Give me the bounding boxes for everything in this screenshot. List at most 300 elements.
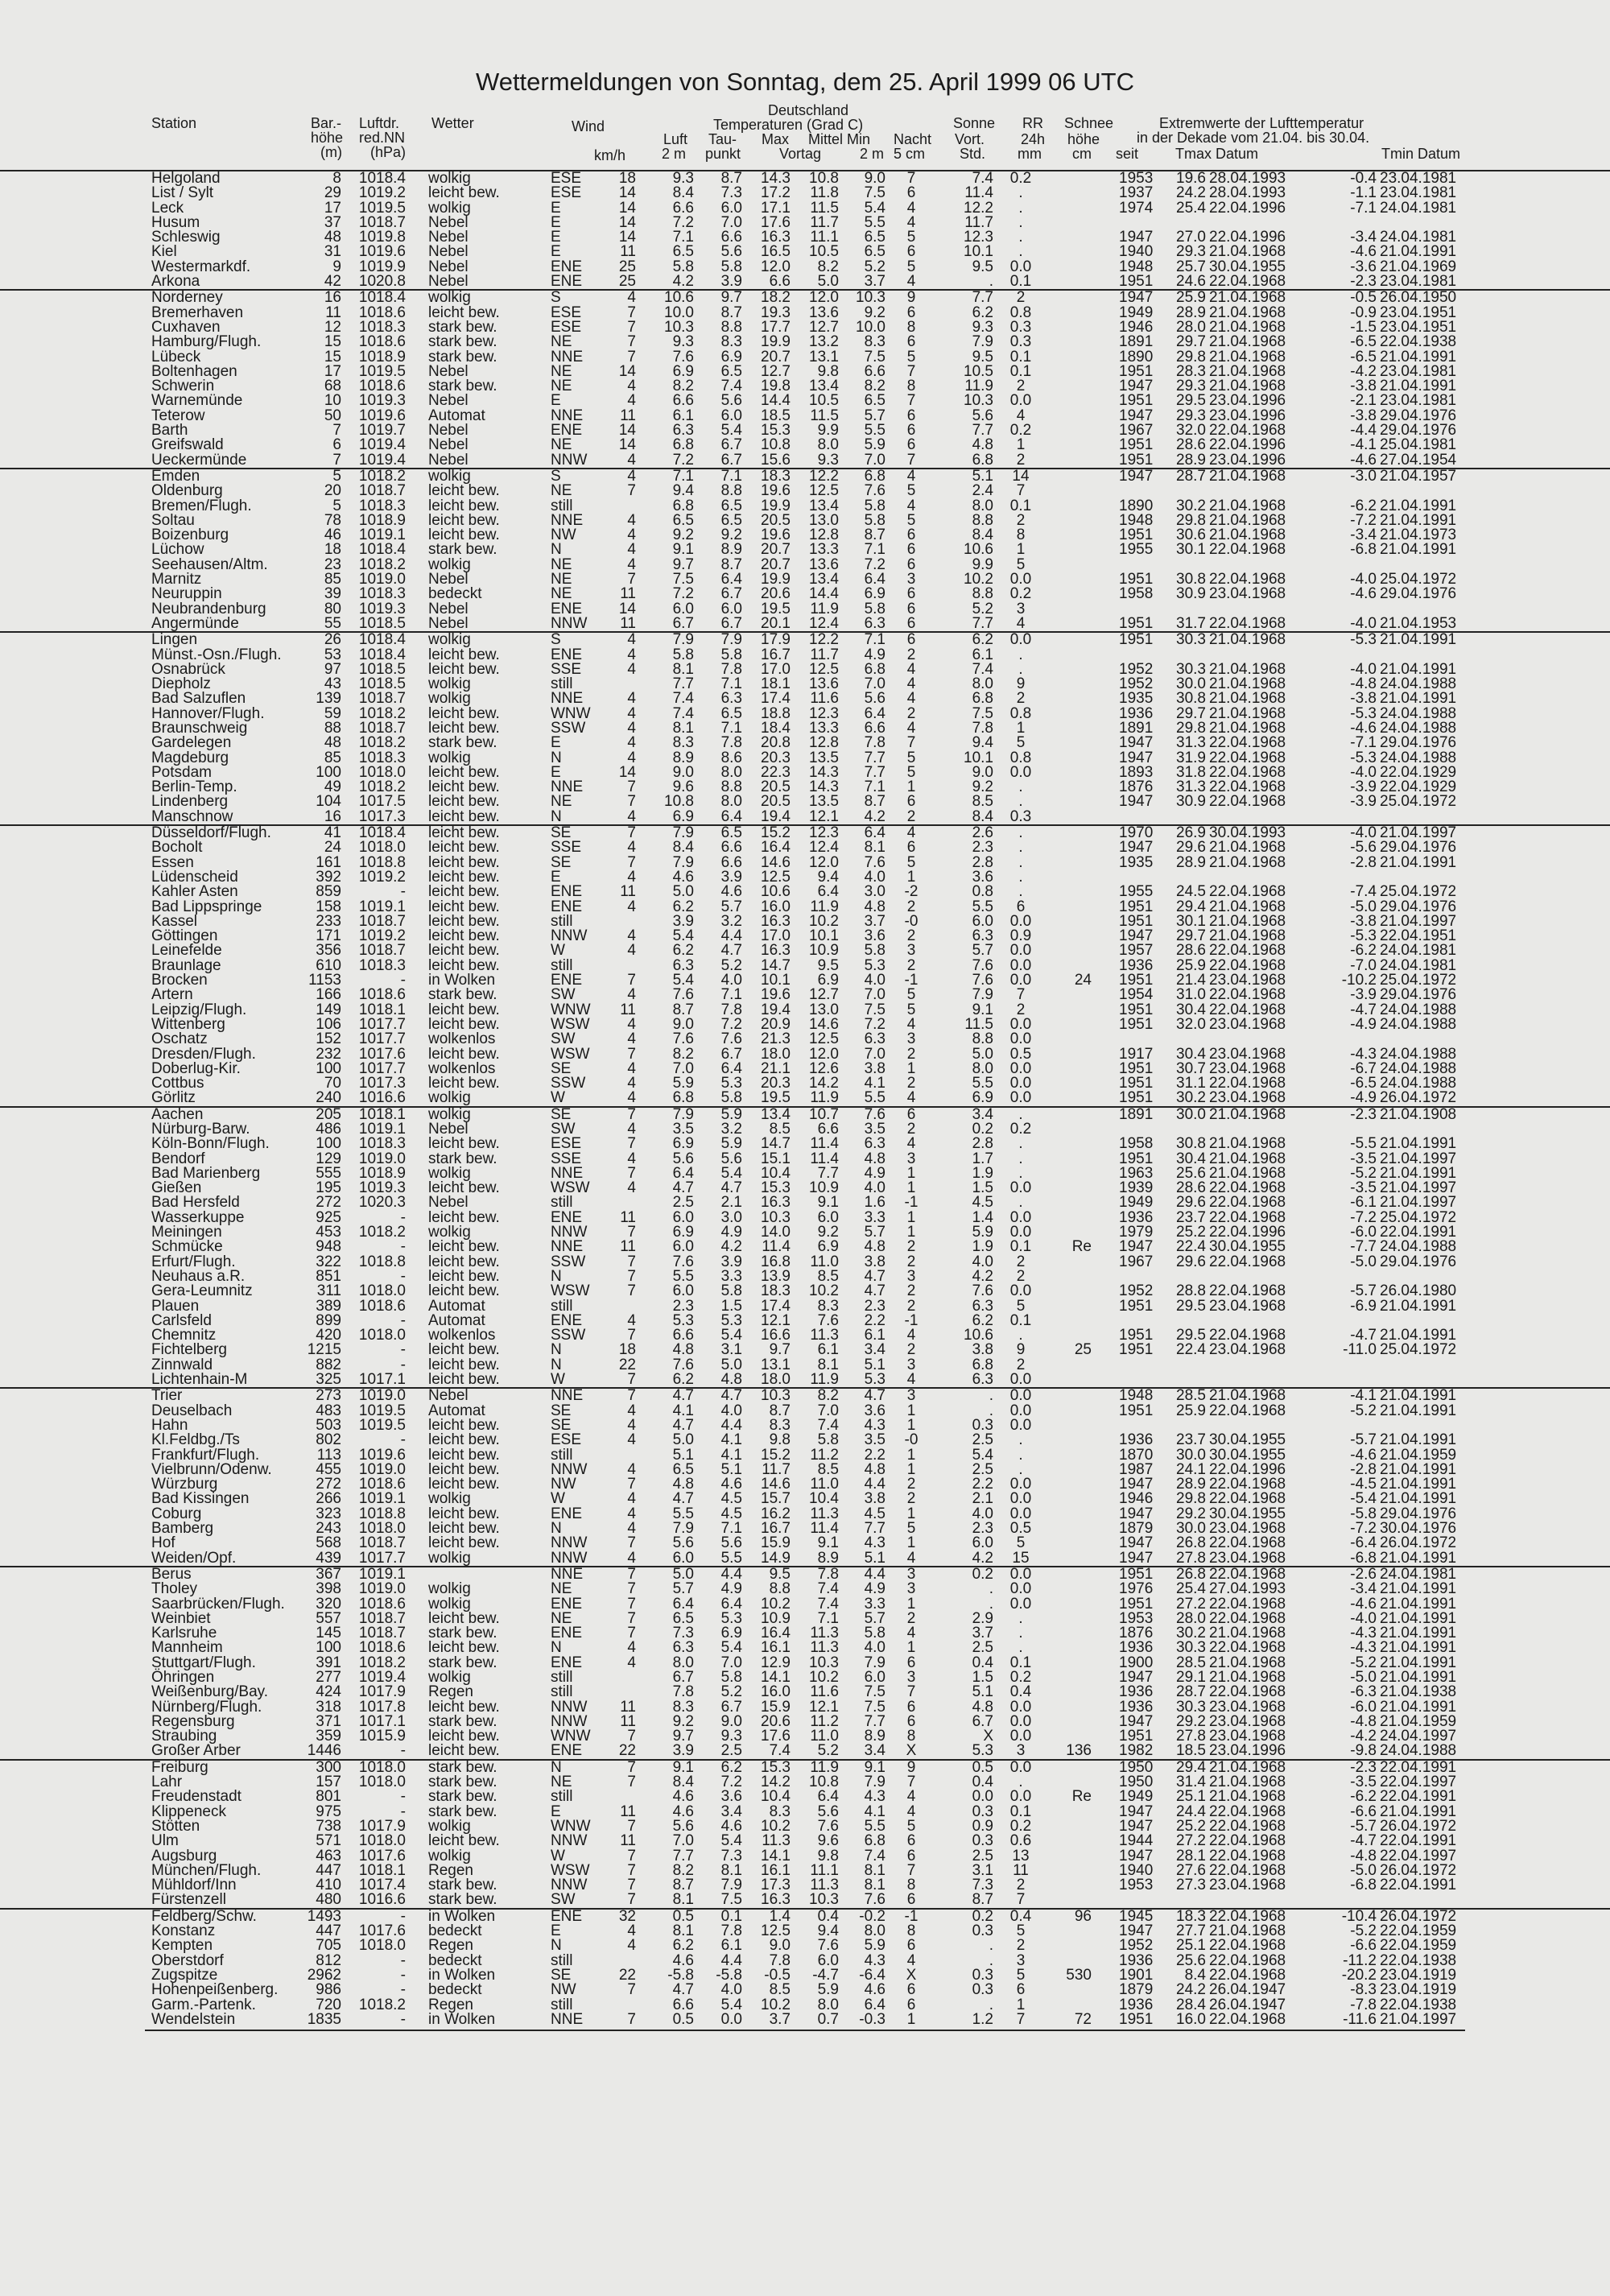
cell-station: Wendelstein (151, 2010, 236, 2028)
cell-wind-speed: 7 (627, 1164, 636, 1182)
cell-bar-hoehe: 571 (316, 1832, 341, 1850)
cell-wind-dir: E (551, 1922, 561, 1940)
cell-luft-2m: 4.2 (672, 273, 694, 291)
cell-wind-dir: N (551, 1937, 562, 1955)
cell-max-vortag: 15.3 (761, 1758, 791, 1776)
table-row (0, 484, 1610, 498)
cell-schnee-hoehe: 72 (1074, 2010, 1092, 2028)
cell-wind-speed: 22 (618, 1742, 636, 1760)
cell-sonne-std: 5.7 (972, 942, 993, 960)
cell-taupunkt: 5.1 (720, 1460, 742, 1478)
hdr-seit: seit (1116, 146, 1139, 162)
cell-wetter: stark bew. (428, 541, 497, 559)
cell-bar-hoehe: 882 (316, 1356, 341, 1373)
cell-sonne-std: 7.7 (972, 614, 993, 632)
cell-rr-24h: . (1018, 1105, 1023, 1123)
cell-min-2m: 9.2 (864, 304, 886, 321)
cell-tmax: 27.2 (1176, 1832, 1206, 1850)
cell-sonne-std: 0.2 (972, 1907, 993, 1925)
cell-seit: 1948 (1119, 1387, 1154, 1405)
cell-tmax-datum: 22.04.1968 (1209, 1194, 1286, 1212)
cell-sonne-std: 5.5 (972, 1075, 993, 1092)
cell-mittel-vortag: 11.3 (810, 1505, 839, 1522)
cell-tmax-datum: 22.04.1968 (1209, 1817, 1286, 1835)
cell-tmin: -7.4 (1350, 883, 1377, 901)
cell-tmax-datum: 21.04.1968 (1209, 1164, 1286, 1182)
cell-station: Lüchow (151, 541, 204, 559)
cell-rr-24h: 0.0 (1009, 1059, 1032, 1077)
cell-tmin: -3.5 (1350, 1774, 1377, 1791)
cell-bar-hoehe: 320 (316, 1595, 341, 1613)
cell-wetter: leicht bew. (428, 868, 500, 886)
cell-luftdruck: - (400, 1356, 406, 1373)
cell-luft-2m: 7.5 (672, 571, 694, 588)
cell-station: Kl.Feldbg./Ts (151, 1431, 240, 1449)
cell-sonne-std: 6.8 (972, 690, 993, 708)
cell-wetter: stark bew. (428, 1654, 497, 1671)
cell-bar-hoehe: 325 (316, 1371, 341, 1389)
cell-bar-hoehe: 50 (324, 407, 341, 424)
cell-seit: 1936 (1119, 1951, 1154, 1969)
cell-nacht-5cm: 7 (906, 392, 916, 410)
cell-sonne-std: 12.3 (964, 229, 993, 246)
cell-taupunkt: 7.8 (720, 1922, 742, 1940)
cell-min-2m: 7.6 (864, 1105, 886, 1123)
cell-luftdruck: 1018.3 (358, 749, 406, 766)
cell-wetter: Nebel (428, 451, 469, 469)
cell-tmax-datum: 22.04.1968 (1209, 1208, 1286, 1226)
cell-nacht-5cm: 4 (906, 1788, 916, 1806)
cell-tmax: 28.6 (1176, 1179, 1206, 1197)
cell-tmax: 28.8 (1176, 1282, 1206, 1300)
cell-station: Lahr (151, 1774, 183, 1791)
cell-max-vortag: 18.5 (761, 407, 791, 424)
cell-nacht-5cm: 6 (906, 422, 916, 440)
cell-min-2m: 5.1 (864, 1356, 886, 1373)
cell-tmin: -3.5 (1350, 1179, 1377, 1197)
cell-wind-dir: E (551, 243, 561, 261)
cell-tmin: -4.6 (1350, 719, 1377, 737)
cell-wind-speed: 11 (620, 585, 636, 603)
cell-min-2m: 7.0 (864, 1045, 886, 1063)
cell-luftdruck: 1018.7 (358, 912, 406, 930)
cell-tmin-datum: 29.04.1976 (1380, 407, 1457, 424)
cell-sonne-std: 6.9 (972, 1089, 993, 1107)
cell-nacht-5cm: 6 (906, 793, 916, 811)
cell-taupunkt: 8.8 (720, 778, 742, 796)
cell-rr-24h: 0.0 (1009, 763, 1032, 781)
cell-wetter: leicht bew. (428, 527, 500, 544)
cell-wind-speed: 7 (627, 1135, 636, 1153)
cell-sonne-std: 6.0 (972, 912, 993, 930)
cell-tmax-datum: 21.04.1968 (1209, 333, 1286, 351)
cell-mittel-vortag: 10.5 (809, 392, 839, 410)
cell-rr-24h: 0.3 (1009, 318, 1032, 336)
cell-bar-hoehe: 97 (324, 660, 341, 678)
cell-wind-dir: S (551, 289, 561, 307)
cell-nacht-5cm: 9 (906, 1758, 916, 1776)
cell-station: Mühldorf/Inn (151, 1877, 237, 1894)
cell-bar-hoehe: 555 (316, 1164, 341, 1182)
cell-tmin: -6.5 (1350, 1075, 1377, 1092)
cell-nacht-5cm: 5 (906, 511, 916, 529)
cell-sonne-std: 5.1 (972, 1683, 993, 1701)
cell-luftdruck: 1018.3 (358, 497, 406, 514)
cell-tmin: -4.7 (1350, 1327, 1377, 1344)
cell-wind-dir: WSW (551, 1861, 590, 1879)
cell-max-vortag: 17.2 (761, 184, 791, 202)
table-row (0, 1983, 1610, 1997)
table-row (0, 1551, 1610, 1566)
cell-luft-2m: 5.3 (672, 1311, 694, 1329)
cell-taupunkt: 4.0 (720, 1981, 742, 1999)
cell-wind-dir: ESE (551, 184, 582, 202)
cell-tmin: -5.5 (1350, 1135, 1377, 1153)
cell-luft-2m: 7.1 (672, 467, 694, 485)
hdr-sonne-2: Vort. (955, 131, 985, 147)
cell-tmin: -11.6 (1343, 2010, 1377, 2028)
cell-tmin-datum: 26.04.1972 (1380, 1534, 1457, 1552)
cell-nacht-5cm: 2 (906, 1609, 916, 1627)
cell-nacht-5cm: 2 (906, 1238, 916, 1256)
hdr-rr-3: mm (1018, 146, 1042, 162)
cell-bar-hoehe: 272 (316, 1476, 341, 1493)
cell-max-vortag: 8.5 (769, 1981, 791, 1999)
cell-station: Braunschweig (151, 719, 248, 737)
hdr-extrem-1: Extremwerte der Lufttemperatur (1159, 115, 1364, 131)
hdr-nacht-2: 5 cm (894, 146, 926, 162)
cell-wind-dir: SE (551, 1416, 572, 1434)
cell-tmax-datum: 22.04.1968 (1209, 778, 1286, 796)
cell-wind-speed: 4 (627, 942, 636, 960)
cell-mittel-vortag: 13.3 (809, 541, 839, 559)
cell-tmax-datum: 22.04.1968 (1209, 1595, 1286, 1613)
cell-min-2m: 4.5 (864, 1505, 886, 1522)
cell-bar-hoehe: 447 (316, 1922, 341, 1940)
cell-nacht-5cm: 4 (906, 1549, 916, 1567)
cell-nacht-5cm: 3 (906, 1668, 916, 1686)
cell-sonne-std: 2.5 (972, 1431, 993, 1449)
cell-taupunkt: 3.6 (720, 1788, 742, 1806)
cell-wind-speed: 32 (618, 1907, 636, 1925)
cell-sonne-std: 1.5 (972, 1179, 993, 1197)
cell-rr-24h: . (1018, 1164, 1023, 1182)
cell-tmax: 31.8 (1176, 763, 1206, 781)
cell-tmax: 28.9 (1176, 451, 1206, 469)
cell-bar-hoehe: 161 (316, 853, 341, 871)
cell-wind-speed: 7 (627, 1817, 636, 1835)
cell-tmin-datum: 26.04.1980 (1380, 1282, 1457, 1300)
cell-wind-dir: NNW (551, 1534, 588, 1552)
cell-taupunkt: 4.7 (720, 1179, 742, 1197)
cell-station: Marnitz (151, 571, 202, 588)
cell-wind-dir: SE (551, 1402, 572, 1419)
cell-station: Kahler Asten (151, 883, 238, 901)
cell-min-2m: 4.1 (864, 1075, 886, 1092)
cell-taupunkt: 7.0 (720, 213, 742, 231)
cell-luft-2m: 4.7 (672, 1179, 694, 1197)
cell-bar-hoehe: 7 (332, 422, 341, 440)
cell-taupunkt: 5.7 (720, 898, 742, 915)
cell-tmax-datum: 22.04.1968 (1209, 614, 1286, 632)
cell-station: Westermarkdf. (151, 258, 251, 275)
cell-wetter: bedeckt (428, 1981, 482, 1999)
cell-max-vortag: 19.9 (761, 333, 791, 351)
cell-luftdruck: 1017.3 (358, 807, 406, 825)
cell-wind-speed: 11 (620, 1001, 636, 1018)
cell-tmin: -7.7 (1350, 1238, 1377, 1256)
cell-wind-speed: 4 (627, 1089, 636, 1107)
cell-tmax-datum: 22.04.1968 (1209, 883, 1286, 901)
cell-tmin: -0.4 (1350, 170, 1377, 187)
cell-sonne-std: 7.9 (972, 986, 993, 1004)
cell-wind-dir: NNE (551, 1164, 584, 1182)
cell-luft-2m: 6.9 (672, 807, 694, 825)
cell-tmin: -5.2 (1350, 1654, 1377, 1671)
cell-luft-2m: 6.1 (672, 407, 694, 424)
hdr-max: Max (762, 131, 790, 147)
cell-tmax: 27.8 (1176, 1549, 1206, 1567)
cell-max-vortag: 8.5 (769, 1121, 791, 1138)
cell-min-2m: 5.5 (864, 1089, 886, 1107)
cell-seit: 1946 (1119, 318, 1154, 336)
cell-max-vortag: 20.7 (761, 348, 791, 365)
cell-taupunkt: 3.1 (720, 1341, 742, 1359)
cell-mittel-vortag: 11.7 (810, 646, 839, 663)
cell-tmin-datum: 24.04.1981 (1380, 942, 1457, 960)
cell-station: Lingen (151, 631, 198, 649)
cell-min-2m: 4.2 (864, 807, 886, 825)
cell-tmin-datum: 26.04.1972 (1380, 1861, 1457, 1879)
cell-bar-hoehe: 37 (324, 213, 341, 231)
cell-nacht-5cm: 6 (906, 614, 916, 632)
cell-taupunkt: 8.0 (720, 763, 742, 781)
cell-luft-2m: 6.2 (672, 898, 694, 915)
cell-seit: 1947 (1119, 839, 1154, 857)
cell-tmax: 29.5 (1176, 1327, 1206, 1344)
cell-wind-speed: 7 (627, 1371, 636, 1389)
cell-wind-speed: 4 (627, 1520, 636, 1538)
cell-mittel-vortag: 7.1 (817, 1609, 839, 1627)
cell-wetter: leicht bew. (428, 1728, 500, 1745)
cell-wind-speed: 7 (627, 824, 636, 842)
cell-rr-24h: . (1018, 1460, 1023, 1478)
cell-wetter: stark bew. (428, 1891, 497, 1909)
cell-mittel-vortag: 10.3 (809, 1654, 839, 1671)
cell-wetter: stark bew. (428, 1877, 497, 1894)
cell-wind-speed: 4 (627, 1075, 636, 1092)
cell-tmin: -3.8 (1350, 407, 1377, 424)
cell-luftdruck: - (400, 1981, 406, 1999)
cell-mittel-vortag: 10.9 (809, 942, 839, 960)
cell-mittel-vortag: 11.4 (810, 1520, 839, 1538)
cell-max-vortag: 19.4 (761, 807, 791, 825)
cell-luft-2m: 6.8 (672, 436, 694, 454)
cell-station: Gardelegen (151, 734, 232, 752)
cell-seit: 1936 (1119, 1431, 1154, 1449)
cell-min-2m: 4.0 (864, 972, 886, 989)
cell-wind-speed: 11 (620, 1712, 636, 1730)
cell-seit: 1951 (1119, 527, 1154, 544)
cell-luft-2m: 2.3 (672, 1297, 694, 1315)
cell-bar-hoehe: 503 (316, 1416, 341, 1434)
cell-station: Stötten (151, 1817, 200, 1835)
cell-sonne-std: 12.2 (964, 199, 993, 217)
cell-station: Regensburg (151, 1712, 235, 1730)
cell-tmin: -4.3 (1350, 1625, 1377, 1642)
cell-min-2m: 6.1 (864, 1327, 886, 1344)
cell-wetter: leicht bew. (428, 1045, 500, 1063)
cell-min-2m: 5.8 (864, 942, 886, 960)
cell-wind-dir: E (551, 734, 561, 752)
cell-tmax: 30.1 (1176, 912, 1206, 930)
cell-bar-hoehe: 80 (324, 600, 341, 617)
cell-rr-24h: 1 (1016, 719, 1026, 737)
cell-taupunkt: 6.7 (720, 1045, 742, 1063)
cell-max-vortag: 17.7 (761, 318, 791, 336)
cell-wind-speed: 22 (618, 1966, 636, 1984)
cell-luft-2m: 6.5 (672, 243, 694, 261)
cell-schnee-hoehe: 24 (1074, 972, 1092, 989)
cell-tmin: -3.8 (1350, 912, 1377, 930)
cell-bar-hoehe: 480 (316, 1891, 341, 1909)
cell-mittel-vortag: 13.4 (809, 378, 839, 395)
cell-station: Konstanz (151, 1922, 216, 1940)
cell-tmin-datum: 21.04.1908 (1380, 1105, 1457, 1123)
cell-nacht-5cm: 2 (906, 1341, 916, 1359)
cell-mittel-vortag: 11.4 (810, 1135, 839, 1153)
cell-luftdruck: 1018.4 (358, 170, 406, 187)
cell-taupunkt: 5.8 (720, 258, 742, 275)
cell-tmax: 21.4 (1176, 972, 1206, 989)
cell-taupunkt: 6.7 (720, 585, 742, 603)
cell-min-2m: 7.6 (864, 482, 886, 500)
cell-max-vortag: 12.5 (761, 868, 791, 886)
cell-taupunkt: 5.4 (720, 422, 742, 440)
cell-bar-hoehe: 453 (316, 1224, 341, 1241)
cell-tmax-datum: 21.04.1968 (1209, 719, 1286, 737)
cell-sonne-std: . (989, 273, 993, 291)
cell-wind-speed: 14 (618, 213, 636, 231)
cell-tmin: -4.8 (1350, 1847, 1377, 1864)
cell-station: Schmücke (151, 1238, 223, 1256)
cell-luftdruck: - (400, 1966, 406, 1984)
cell-bar-hoehe: 975 (316, 1803, 341, 1820)
cell-taupunkt: 6.4 (720, 571, 742, 588)
cell-taupunkt: 7.8 (720, 660, 742, 678)
table-row (0, 1404, 1610, 1418)
cell-taupunkt: 7.2 (720, 1774, 742, 1791)
cell-luftdruck: 1018.0 (358, 1774, 406, 1791)
cell-seit: 1917 (1119, 1045, 1154, 1063)
cell-wind-speed: 22 (618, 1356, 636, 1373)
cell-mittel-vortag: 11.3 (810, 1877, 839, 1894)
cell-rr-24h: 0.0 (1009, 1089, 1032, 1107)
cell-bar-hoehe: 410 (316, 1877, 341, 1894)
cell-taupunkt: 5.9 (720, 1135, 742, 1153)
cell-sonne-std: 6.8 (972, 1356, 993, 1373)
cell-mittel-vortag: 5.6 (817, 1803, 839, 1820)
cell-luftdruck: 1017.1 (358, 1712, 406, 1730)
cell-wetter: leicht bew. (428, 1135, 500, 1153)
cell-station: Hamburg/Flugh. (151, 333, 262, 351)
cell-sonne-std: 1.9 (972, 1164, 993, 1182)
cell-tmin: -4.1 (1350, 436, 1377, 454)
cell-station: Teterow (151, 407, 205, 424)
cell-luftdruck: 1018.2 (358, 704, 406, 722)
table-row (0, 631, 1610, 647)
cell-tmin-datum: 21.04.1991 (1380, 1387, 1457, 1405)
cell-station: Ulm (151, 1832, 179, 1850)
cell-wind-speed: 7 (627, 1625, 636, 1642)
cell-station: Fichtelberg (151, 1341, 227, 1359)
cell-tmax: 25.9 (1176, 956, 1206, 974)
cell-min-2m: 3.3 (864, 1208, 886, 1226)
cell-max-vortag: 10.2 (761, 1595, 791, 1613)
cell-wetter: wolkenlos (428, 1327, 496, 1344)
cell-bar-hoehe: 273 (316, 1387, 341, 1405)
cell-tmin: -7.2 (1350, 1520, 1377, 1538)
cell-station: Neuhaus a.R. (151, 1267, 246, 1285)
cell-tmin: -4.5 (1350, 1476, 1377, 1493)
cell-sonne-std: 9.1 (972, 1001, 993, 1018)
table-row (0, 1641, 1610, 1655)
cell-seit: 1944 (1119, 1832, 1154, 1850)
cell-sonne-std: 7.6 (972, 972, 993, 989)
cell-bar-hoehe: 152 (316, 1030, 341, 1048)
cell-wind-speed: 4 (627, 555, 636, 573)
cell-wind-dir: still (551, 1446, 573, 1464)
cell-luft-2m: 5.4 (672, 972, 694, 989)
cell-min-2m: 4.3 (864, 1416, 886, 1434)
cell-wind-speed: 14 (618, 763, 636, 781)
hdr-luft-1: Luft (663, 131, 688, 147)
cell-seit: 1876 (1119, 1625, 1154, 1642)
cell-wind-dir: ENE (551, 1208, 583, 1226)
cell-min-2m: 6.5 (864, 392, 886, 410)
cell-station: Plauen (151, 1297, 200, 1315)
cell-tmax-datum: 22.04.1968 (1209, 1402, 1286, 1419)
cell-luftdruck: 1018.3 (358, 318, 406, 336)
cell-wind-dir: SE (551, 853, 572, 871)
cell-taupunkt: 6.5 (720, 511, 742, 529)
cell-nacht-5cm: 4 (906, 199, 916, 217)
cell-tmin-datum: 22.04.1938 (1380, 333, 1457, 351)
cell-taupunkt: 4.6 (720, 1817, 742, 1835)
cell-tmin-datum: 22.04.1951 (1380, 927, 1457, 945)
cell-sonne-std: 0.4 (972, 1774, 993, 1791)
cell-tmax: 30.3 (1176, 1639, 1206, 1657)
cell-tmax-datum: 21.04.1968 (1209, 927, 1286, 945)
cell-luftdruck: 1019.6 (358, 1446, 406, 1464)
cell-tmax-datum: 21.04.1968 (1209, 511, 1286, 529)
cell-luft-2m: 7.8 (672, 1683, 694, 1701)
cell-mittel-vortag: 12.7 (809, 318, 839, 336)
cell-rr-24h: 0.0 (1009, 1282, 1032, 1300)
cell-tmax: 29.3 (1176, 407, 1206, 424)
cell-luftdruck: 1018.0 (358, 839, 406, 857)
cell-tmin-datum: 21.04.1991 (1380, 1135, 1457, 1153)
cell-min-2m: 4.3 (864, 1534, 886, 1552)
cell-bar-hoehe: 557 (316, 1609, 341, 1627)
cell-bar-hoehe: 104 (316, 793, 341, 811)
cell-bar-hoehe: 424 (316, 1683, 341, 1701)
cell-max-vortag: 10.1 (761, 972, 791, 989)
cell-bar-hoehe: 49 (324, 778, 341, 796)
cell-wind-speed: 4 (627, 927, 636, 945)
cell-station: Freiburg (151, 1758, 208, 1776)
cell-luftdruck: - (400, 1951, 406, 1969)
